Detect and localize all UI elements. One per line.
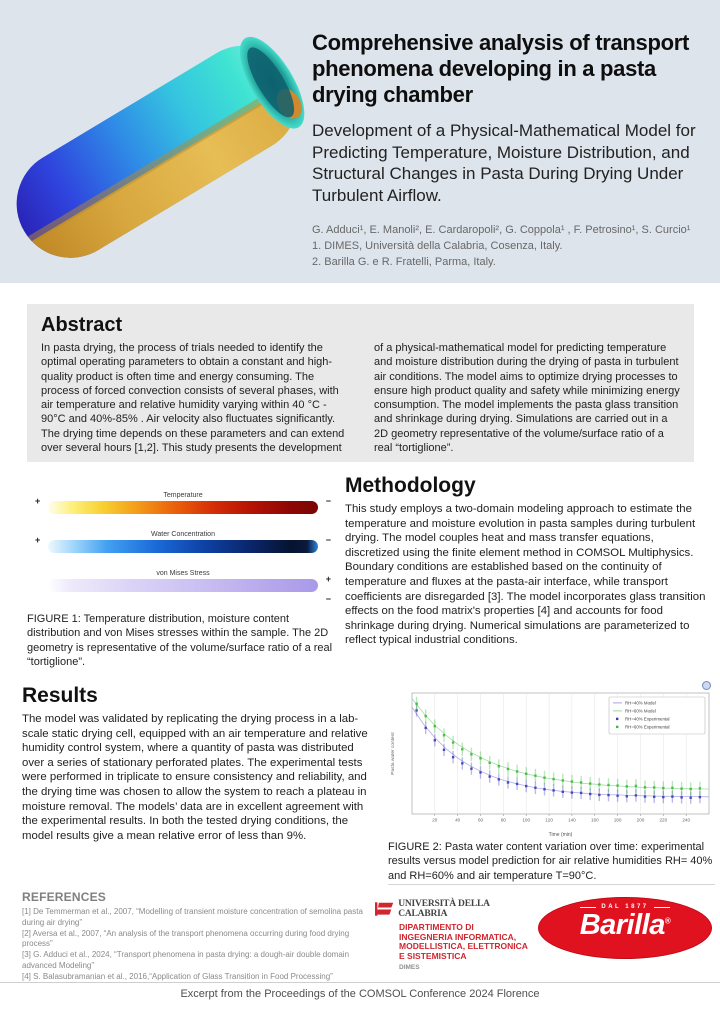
- reference-item: [4] S. Balasubramanian et al., 2016,“Application of Glass Transition in Food Processing”: [22, 971, 333, 981]
- unical-dept-line: DIPARTIMENTO DI: [399, 922, 474, 932]
- abstract-section: [27, 304, 694, 462]
- figure2-chart: [388, 686, 715, 838]
- svg-text:180: 180: [613, 817, 622, 823]
- results-heading: Results: [22, 684, 98, 707]
- abstract-column-2: of a physical-mathematical model for predicting temperature and moisture distribution during the drying of pasta in turbulent air conditions. The model aims to optimize drying processes to ensure high product quality and safety while minimizing energy consumption. The model implements the pasta glass transition and shrinkage during drying. Simulations are carried out in a 2D geometry representative of the volume/surface ratio of a real “tortiglione”.: [374, 342, 680, 455]
- unical-department: [399, 923, 535, 961]
- svg-text:240: 240: [682, 817, 691, 823]
- svg-text:80: 80: [500, 817, 506, 823]
- pasta-3d-image: [0, 0, 335, 295]
- abstract-heading: Abstract: [41, 314, 123, 336]
- barilla-wordmark: [580, 911, 671, 940]
- svg-text:RH=40% Model: RH=40% Model: [625, 700, 656, 706]
- plus-sign: +: [325, 574, 331, 584]
- svg-text:20: 20: [432, 817, 438, 823]
- colorbar-water-label: Water Concentration: [151, 531, 215, 538]
- methodology-section: [345, 474, 711, 648]
- colorbar-von-mises-label: von Mises Stress: [156, 570, 210, 577]
- figure2-chart-container: [388, 686, 715, 838]
- svg-text:140: 140: [568, 817, 576, 823]
- unical-dept-line: E SISTEMISTICA: [399, 950, 467, 961]
- unical-dimes-label: DIMES: [399, 964, 420, 972]
- svg-text:RH=60% Model: RH=60% Model: [625, 708, 656, 714]
- svg-text:Pasta water content: Pasta water content: [391, 732, 396, 775]
- minus-sign: −: [325, 594, 331, 604]
- unical-dept-line: MODELLISTICA, ELETTRONICA: [399, 941, 528, 952]
- methodology-body: This study employs a two-domain modeling approach to estimate the temperature and moisture evolution in pasta samples during turbulent drying. The model couples heat and mass transfer equations, discretized using the finite element method in COMSOL Multiphysics. Boundary conditions are established based on the continuity of temperature and fluxes at the pasta-air interface, while transport coefficients are disregarded [3]. The model incorporates glass transition effects on the food matrix's properties [4] and accounts for food shrinkage during drying. Numerical simulations are parameterized to reflect typical industrial conditions.: [345, 503, 706, 647]
- reference-item: [2] Aversa et al., 2007, “An analysis of the transport phenomena occurring during food drying process”: [22, 928, 350, 949]
- svg-text:RH=60% Experimental: RH=60% Experimental: [625, 724, 670, 730]
- barilla-name-text: Barilla: [579, 909, 665, 941]
- reference-item: [1] De Temmerman et al., 2007, “Modelling of transient moisture concentration of semolina pasta during air drying”: [22, 907, 363, 927]
- svg-text:160: 160: [590, 817, 599, 823]
- svg-text:40: 40: [455, 817, 461, 823]
- svg-text:100: 100: [522, 817, 531, 823]
- svg-text:Time (min): Time (min): [548, 832, 573, 838]
- svg-text:120: 120: [545, 817, 553, 823]
- minus-sign: −: [325, 496, 331, 506]
- footer-text: Excerpt from the Proceedings of the COMSOL Conference 2024 Florence: [180, 988, 540, 1000]
- temperature-gradient-bar: [48, 501, 318, 514]
- barilla-line-left: [580, 907, 596, 908]
- authors-line: G. Adduci¹, E. Manoli², E. Cardaropoli², G. Coppola¹ , F. Petrosino¹, S. Curcio¹: [312, 223, 691, 236]
- results-body: The model was validated by replicating the drying process in a lab-scale static drying cell, equipped with an air temperature and relative humidity control system, where a quantity of pasta was distributed over a series of stationary perforated plates. The experimental tests were performed in triplicate to ensure consistency and reliability, and the drying time was chosen to allow the system to reach a plateau in moisture removal. The models’ data are in excellent agreement with the experimental results. In both the tested drying conditions, the model results give a mean relative error of less than 9%.: [22, 713, 368, 842]
- unical-logo: [375, 899, 535, 971]
- barilla-line-right: [654, 907, 670, 908]
- poster-subtitle: Development of a Physical-Mathematical Model for Predicting Temperature, Moisture Distribution, and Structural Changes in Pasta During Drying Under Turbulent Airflow.: [312, 120, 696, 206]
- colorbar-von-mises: [48, 570, 331, 604]
- header-text-block: [312, 30, 714, 271]
- authors-block: [312, 223, 714, 271]
- von-mises-gradient-bar: [48, 579, 318, 592]
- colorbar-temperature: [35, 492, 331, 514]
- barilla-dal-1877-text: DAL 1877: [601, 904, 649, 910]
- plus-sign: +: [35, 535, 41, 545]
- reference-item: [3] G. Adduci et al., 2024, “Transport phenomena in pasta drying: a dough-air double domain advanced Modeling”: [22, 950, 350, 970]
- svg-text:RH=40% Experimental: RH=40% Experimental: [625, 716, 670, 722]
- figure2-caption: FIGURE 2: Pasta water content variation over time: experimental results versus model prediction for air relative humidities RH= 40% and RH=60% and air temperature T=90°C.: [388, 841, 713, 882]
- registered-mark-icon: ®: [664, 916, 671, 926]
- references-section: [22, 890, 380, 983]
- unical-name: UNIVERSITÀ DELLA CALABRIA: [398, 899, 490, 919]
- poster-title: Comprehensive analysis of transport phenomena developing in a pasta drying chamber: [312, 30, 690, 107]
- minus-sign: −: [325, 535, 331, 545]
- references-heading: REFERENCES: [22, 890, 107, 904]
- unical-dept-line: INGEGNERIA INFORMATICA,: [399, 931, 517, 942]
- figure1-colorbars: [35, 492, 331, 609]
- figure1-caption: FIGURE 1: Temperature distribution, moisture content distribution and von Mises stresses within the sample. The 2D geometry is representative of the volume/surface ratio of a real “tortiglione”.: [27, 613, 333, 668]
- unical-flag-icon: [375, 902, 394, 916]
- results-section: [22, 684, 376, 843]
- svg-text:60: 60: [477, 817, 484, 823]
- svg-text:220: 220: [659, 817, 668, 823]
- barilla-logo: [538, 897, 712, 959]
- affiliation-1: 1. DIMES, Università della Calabria, Cosenza, Italy.: [312, 239, 563, 252]
- poster-header: [0, 0, 720, 283]
- methodology-heading: Methodology: [345, 474, 476, 497]
- abstract-column-1: In pasta drying, the process of trials needed to identify the optimal operating parameters to obtain a constant and high-quality product is often time and energy consuming. The process of forced convection consists of several phases, with air temperature and relative humidity varying within 40 °C - 90°C and 40%-85% . Air velocity also fluctuates significantly. The drying time depends on these parameters and can extend over several hours [1,2]. This study presents the development: [41, 342, 345, 455]
- colorbar-water-concentration: [35, 531, 331, 553]
- colorbar-temperature-label: Temperature: [163, 492, 203, 499]
- water-gradient-bar: [48, 540, 318, 553]
- plus-sign: +: [35, 496, 41, 506]
- affiliation-2: 2. Barilla G. e R. Fratelli, Parma, Italy.: [312, 255, 496, 268]
- svg-text:200: 200: [636, 817, 645, 823]
- footer-divider: [0, 982, 720, 983]
- figure2-divider: [388, 884, 715, 885]
